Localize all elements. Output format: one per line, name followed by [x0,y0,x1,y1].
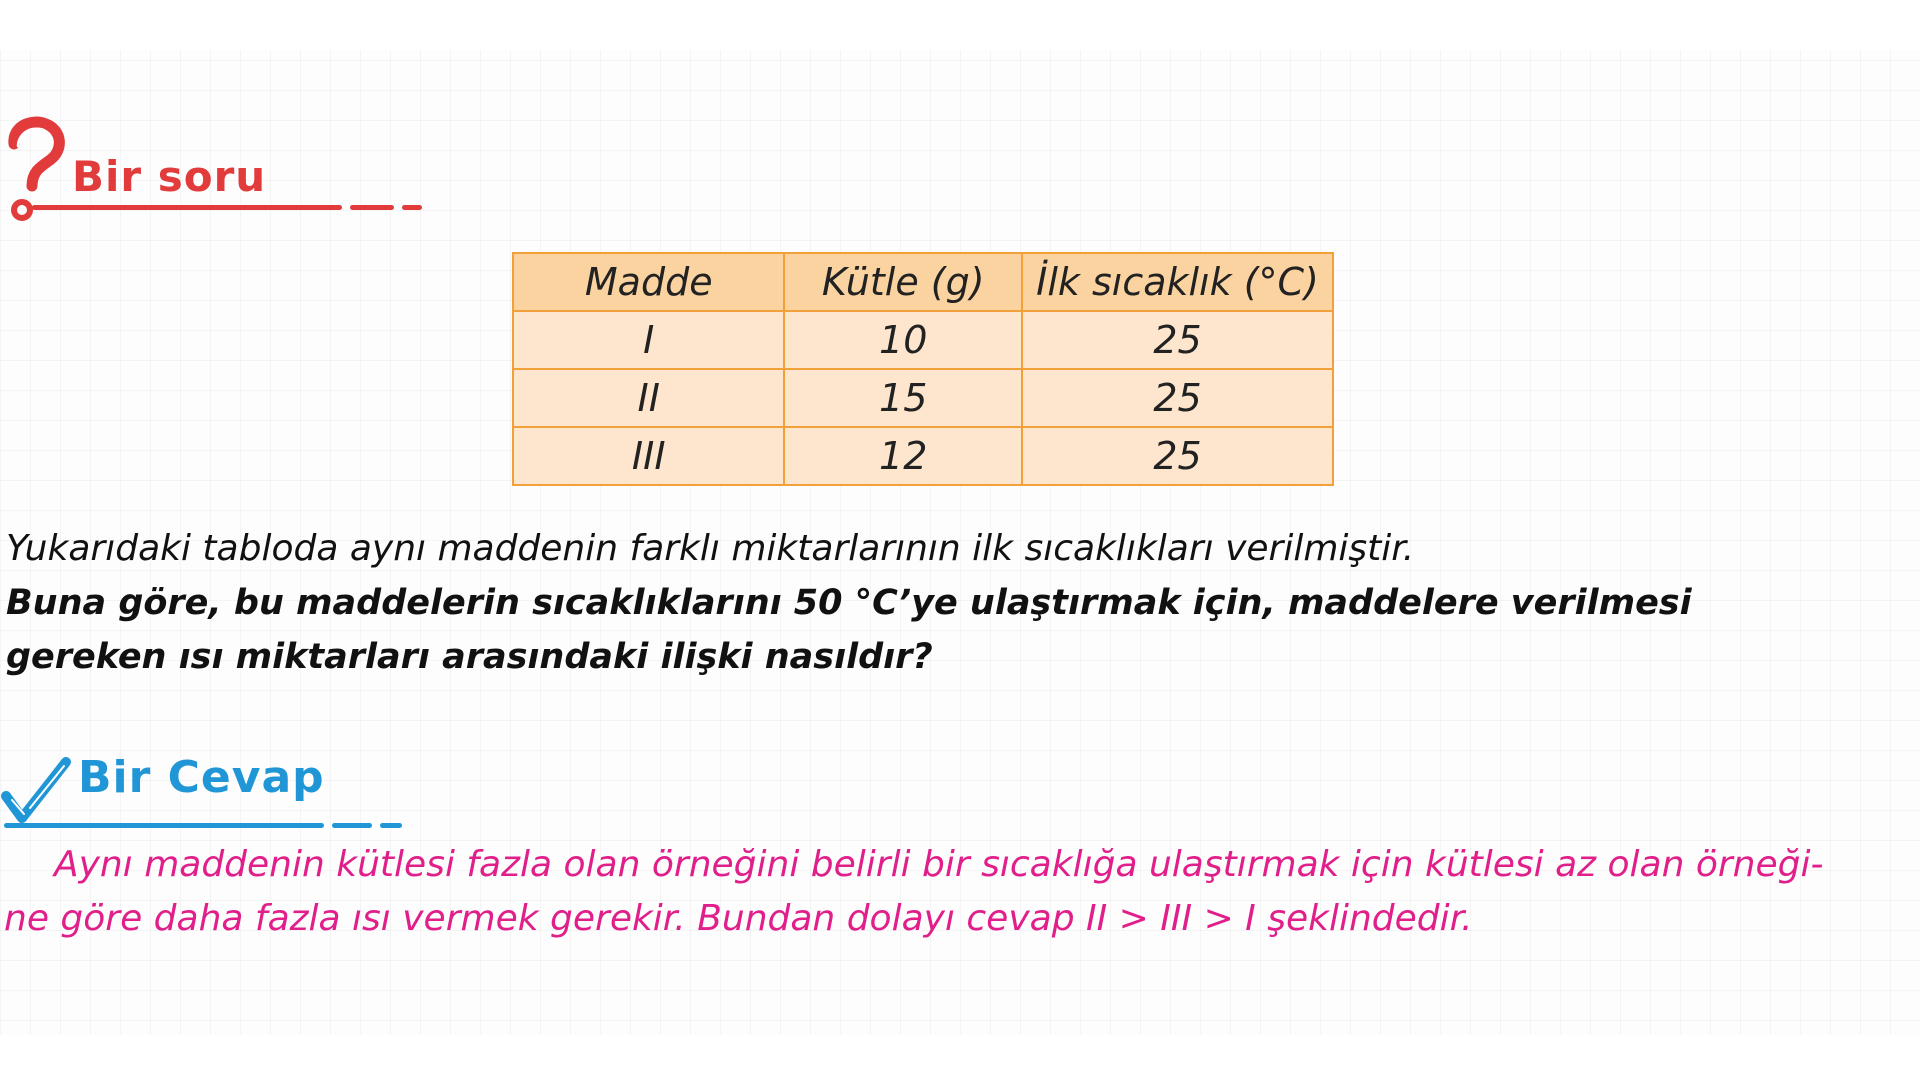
table-cell: 15 [784,369,1022,427]
answer-section-title: Bir Cevap [78,752,325,803]
header-kutle: Kütle (g) [784,253,1022,311]
answer-header-underline [4,820,408,830]
question-header [0,108,430,218]
table-cell: 25 [1022,427,1333,485]
question-intro: Yukarıdaki tabloda aynı maddenin farklı miktarlarının ilk sıcaklıkları verilmiştir. [6,528,1415,569]
answer-header [0,752,420,832]
table-cell: 25 [1022,369,1333,427]
table-cell: I [513,311,784,369]
answer-line-2: ne göre daha fazla ısı vermek gerekir. Bundan dolayı cevap II > III > I şeklindedir. [4,898,1473,939]
question-prompt: Buna göre, bu maddelerin sıcaklıklarını 50 °C’ye ulaştırmak için, maddelere verilmesi gereken ısı miktarları arasındaki ilişki nasıldır? [6,583,1692,677]
table-cell: II [513,369,784,427]
substance-table [512,252,1334,486]
answer-line-1: Aynı maddenin kütlesi fazla olan örneğini belirli bir sıcaklığa ulaştırmak için kütlesi az olan örneği- [54,844,1824,885]
table-cell: 10 [784,311,1022,369]
table-header-row [513,253,1333,311]
answer-text [4,838,1854,946]
table-cell: 25 [1022,311,1333,369]
table-row [513,369,1333,427]
table-cell: 12 [784,427,1022,485]
question-text [6,522,1906,684]
header-ilk-sicaklik: İlk sıcaklık (°C) [1022,253,1333,311]
table-cell: III [513,427,784,485]
header-madde: Madde [513,253,784,311]
table-row [513,427,1333,485]
question-section-title: Bir soru [72,152,267,201]
question-header-underline [32,202,424,212]
table-row [513,311,1333,369]
